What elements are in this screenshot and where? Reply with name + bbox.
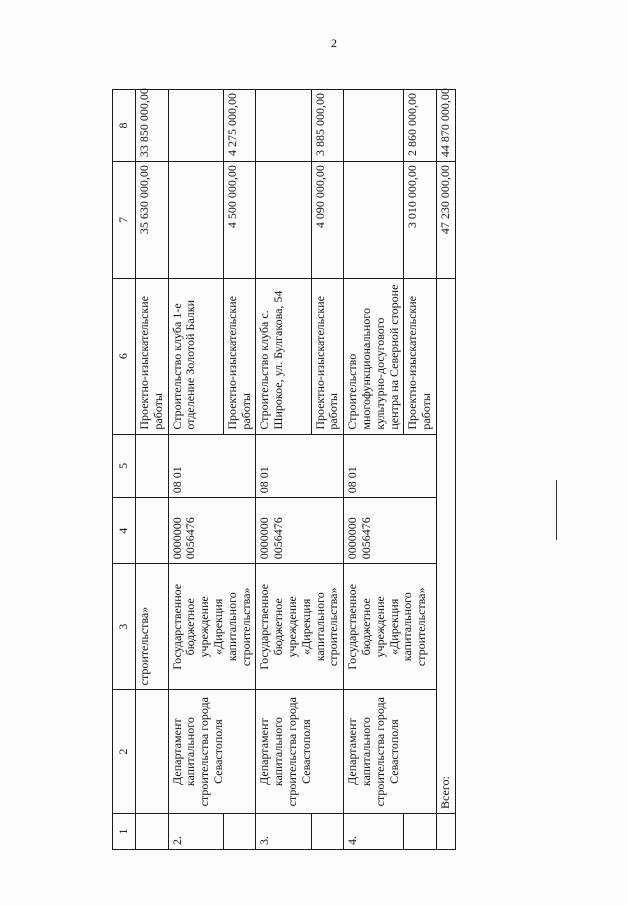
work-type-cell: Проектно-изыскательские работы [404,278,437,434]
row-number-cell: 3. [256,813,311,849]
department-cell: Департамент капитального строительства города Севастополя [344,690,437,814]
header-cell: 1 [113,813,136,849]
amount-col8-cell: 4 275 000,00 [223,90,256,162]
total-col7-cell: 47 230 000,00 [436,162,455,278]
table-row [344,90,404,850]
row-number-cell: 2. [168,813,223,849]
department-cell: Департамент капитального строительства города Севастополя [256,690,344,814]
budget-table [112,89,456,850]
work-type-cell: Проектно-изыскательские работы [311,278,344,434]
work-type-cell: Проектно-изыскательские работы [136,278,169,434]
amount-col8-cell: 3 885 000,00 [311,90,344,162]
header-cell: 8 [113,90,136,162]
header-cell: 7 [113,162,136,278]
header-row [113,90,136,850]
amount-col7-cell: 4 500 000,00 [223,162,256,278]
header-cell: 4 [113,498,136,564]
customer-cell: Государственное бюджетное учреждение «Дирекция капитального строительства» [256,564,344,690]
amount-col7-cell: 4 090 000,00 [311,162,344,278]
section-cell: 08 01 [168,434,256,498]
budget-table-rotated [112,89,512,850]
work-type-cell: Проектно-изыскательские работы [223,278,256,434]
code-cell: 0000000 0056476 [344,498,437,564]
amount-col8-cell: 33 850 000,00 [136,90,169,162]
header-cell: 6 [113,278,136,434]
customer-cell: Государственное бюджетное учреждение «Дирекция капитального строительства» [344,564,437,690]
header-cell: 3 [113,564,136,690]
total-col8-cell: 44 870 000,00 [436,90,455,162]
divider-line [556,480,557,540]
section-cell: 08 01 [344,434,437,498]
object-cell: Строительство клуба 1-е отделение Золотой Балки [168,278,223,434]
header-cell: 5 [113,434,136,498]
amount-col8-cell: 2 860 000,00 [404,90,437,162]
customer-cell: строительства» [136,564,169,690]
code-cell: 0000000 0056476 [168,498,256,564]
table-row-carryover [136,90,169,850]
budget-table-container [112,89,512,850]
page-number: 2 [331,36,337,50]
total-row [436,90,455,850]
header-cell: 2 [113,690,136,814]
customer-cell: Государственное бюджетное учреждение «Дирекция капитального строительства» [168,564,256,690]
object-cell: Строительство многофункционального культурно-досугового центра на Северной стороне [344,278,404,434]
total-label: Всего: [436,278,455,813]
object-cell: Строительство клуба с. Широкое, ул. Булгакова, 54 [256,278,311,434]
table-row [168,90,223,850]
amount-col7-cell: 35 630 000,00 [136,162,169,278]
department-cell: Департамент капитального строительства города Севастополя [168,690,256,814]
code-cell: 0000000 0056476 [256,498,344,564]
amount-col7-cell: 3 010 000,00 [404,162,437,278]
row-number-cell: 4. [344,813,404,849]
table-row [256,90,311,850]
section-cell: 08 01 [256,434,344,498]
